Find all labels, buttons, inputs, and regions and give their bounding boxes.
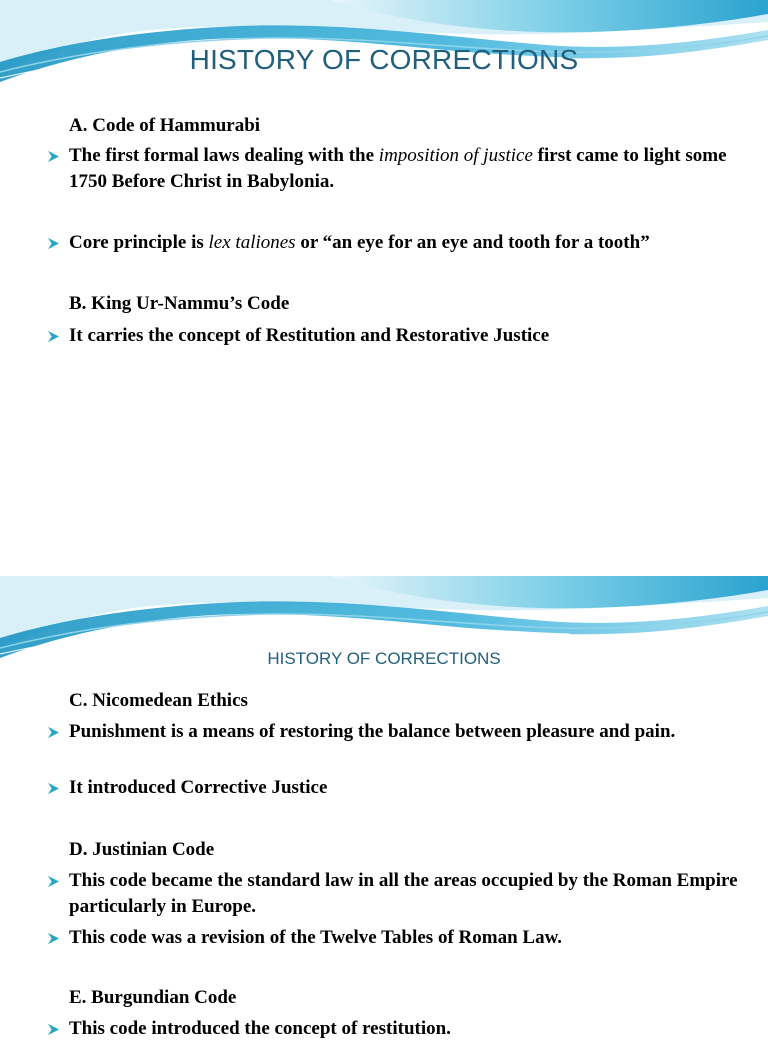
arrow-bullet-icon (47, 868, 61, 894)
arrow-bullet-icon (47, 230, 61, 256)
arrow-bullet-icon (47, 1016, 61, 1042)
bullet-text: The first formal laws dealing with the (69, 145, 379, 166)
bullet-item (69, 143, 739, 195)
bullet-item (69, 868, 739, 920)
bullet-text: It carries the concept of Restitution and Restorative Justice (69, 325, 550, 346)
arrow-bullet-icon (47, 143, 61, 169)
bullet-emphasis: lex taliones (208, 232, 296, 253)
bullet-text: or “an eye for an eye and tooth for a tooth” (295, 232, 650, 253)
slide-title: HISTORY OF CORRECTIONS (267, 649, 501, 668)
arrow-bullet-icon (47, 323, 61, 349)
bullet-item (69, 230, 739, 256)
arrow-bullet-icon (47, 925, 61, 951)
bullet-item (69, 775, 739, 801)
bullet-item (69, 925, 739, 951)
section-heading-e: E. Burgundian Code (69, 987, 237, 1008)
bullet-item (69, 323, 739, 349)
arrow-bullet-icon (47, 719, 61, 745)
bullet-text: Core principle is (69, 232, 209, 253)
bullet-text: This code was a revision of the Twelve Tables of Roman Law. (69, 927, 562, 948)
bullet-emphasis: imposition of justice (378, 145, 533, 166)
slide-title: HISTORY OF CORRECTIONS (189, 44, 579, 75)
bullet-text: This code introduced the concept of restitution. (69, 1018, 451, 1039)
bullet-text: first came to light some 1750 Before Christ in Babylonia. (69, 145, 727, 192)
arrow-bullet-icon (47, 775, 61, 801)
bullet-text: Punishment is a means of restoring the balance between pleasure and pain. (69, 721, 676, 742)
bullet-item (69, 1016, 739, 1042)
section-heading-b: B. King Ur-Nammu’s Code (69, 293, 290, 314)
bullet-text: This code became the standard law in all the areas occupied by the Roman Empire particularly in Europe. (69, 870, 738, 917)
slide-2 (0, 576, 768, 1039)
bullet-item (69, 719, 739, 745)
section-heading-a: A. Code of Hammurabi (69, 115, 261, 136)
section-heading-d: D. Justinian Code (69, 839, 215, 860)
section-heading-c: C. Nicomedean Ethics (69, 690, 248, 711)
bullet-text: It introduced Corrective Justice (69, 777, 328, 798)
